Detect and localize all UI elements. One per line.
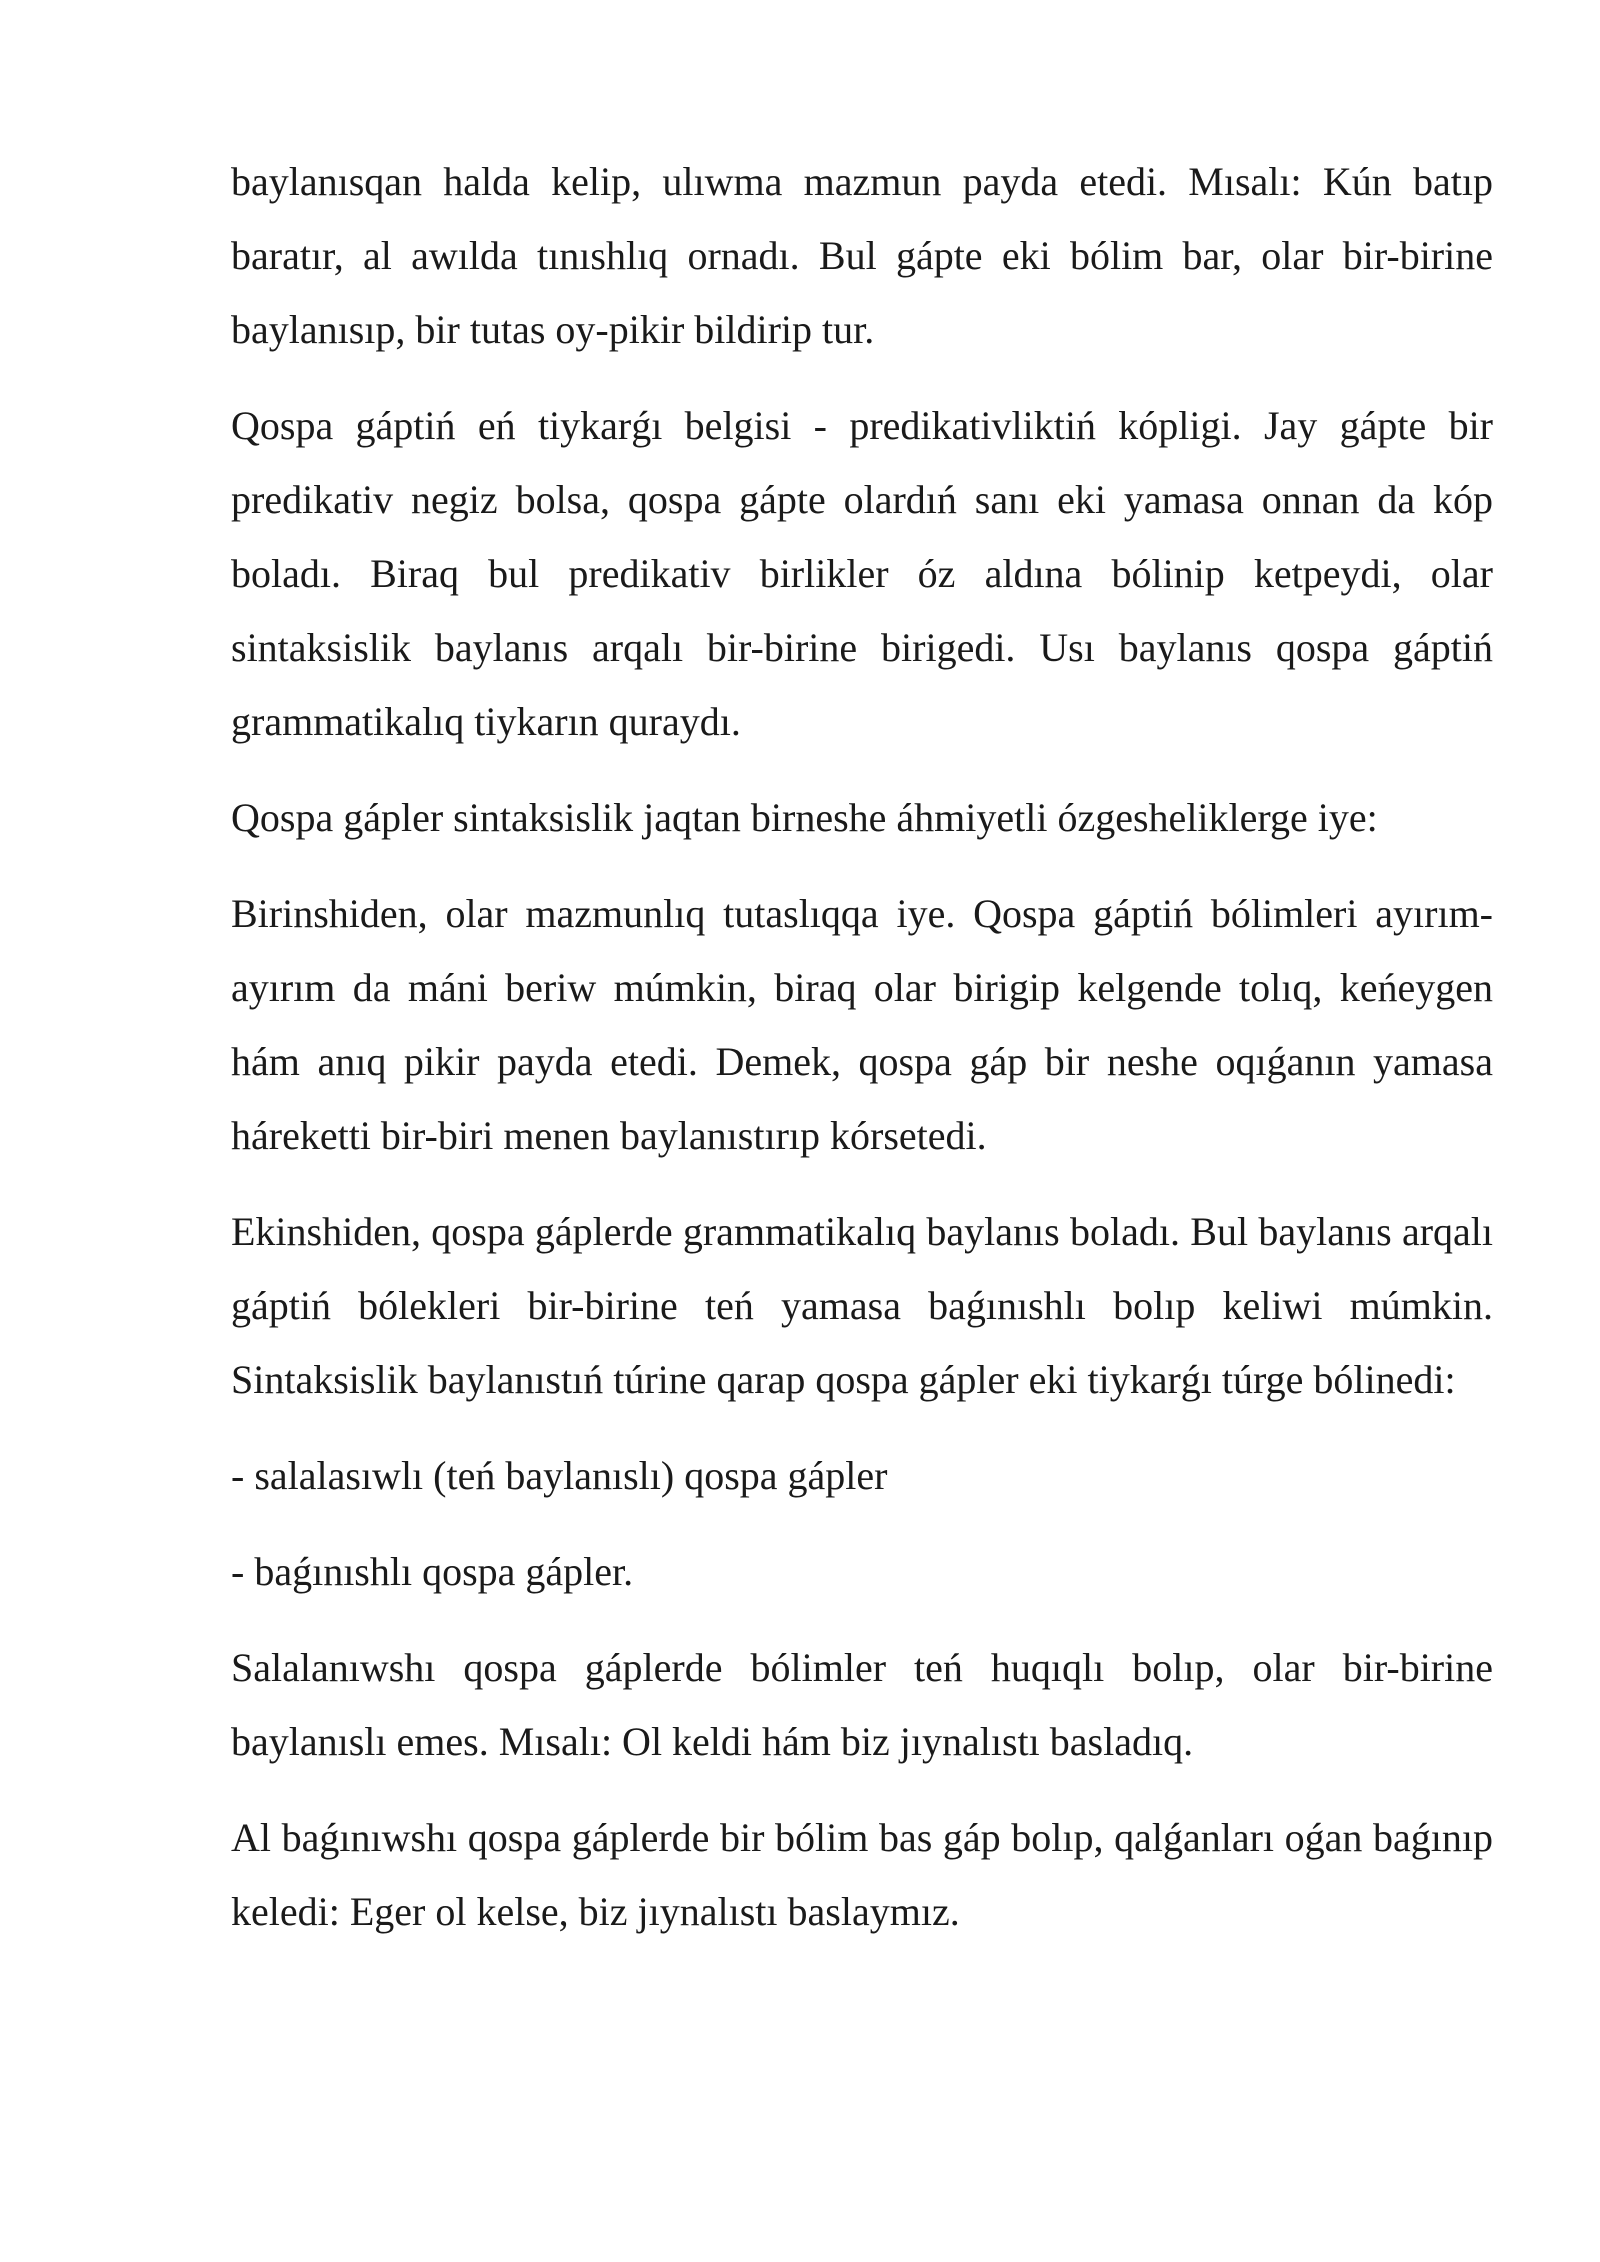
paragraph-5: Ekinshiden, qospa gáplerde grammatikalıq baylanıs boladı. Bul baylanıs arqalı gáptiń bólekleri bir-birine teń yamasa baǵınıshlı bolıp keliwi múmkin. Sintaksislik baylanıstıń túrine qarap qospa gápler eki tiykarǵı túrge bólinedi: [231,1209,1493,1402]
paragraph-3: Qospa gápler sintaksislik jaqtan birneshe áhmiyetli ózgesheliklerge iye: [231,795,1378,840]
document-body [231,145,1493,1971]
list-item-2: - baǵınıshlı qospa gápler. [231,1549,634,1594]
list-item-1: - salalasıwlı (teń baylanıslı) qospa gápler [231,1453,888,1498]
paragraph-1: baylanısqan halda kelip, ulıwma mazmun payda etedi. Mısalı: Kún batıp baratır, al awılda tınıshlıq ornadı. Bul gápte eki bólim bar, olar bir-birine baylanısıp, bir tutas oy-pikir bildirip tur. [231,159,1493,352]
paragraph-6: Salalanıwshı qospa gáplerde bólimler teń huqıqlı bolıp, olar bir-birine baylanıslı emes. Mısalı: Ol keldi hám biz jıynalıstı basladıq. [231,1645,1493,1764]
paragraph-7: Al baǵınıwshı qospa gáplerde bir bólim bas gáp bolıp, qalǵanları oǵan baǵınıp keledi: Eger ol kelse, biz jıynalıstı baslaymız. [231,1815,1493,1934]
paragraph-4: Birinshiden, olar mazmunlıq tutaslıqqa iye. Qospa gáptiń bólimleri ayırım-ayırım da máni beriw múmkin, biraq olar birigip kelgende tolıq, keńeygen hám anıq pikir payda etedi. Demek, qospa gáp bir neshe oqıǵanın yamasa háreketti bir-biri menen baylanıstırıp kórsetedi. [231,891,1493,1158]
paragraph-2: Qospa gáptiń eń tiykarǵı belgisi - predikativliktiń kópligi. Jay gápte bir predikativ negiz bolsa, qospa gápte olardıń sanı eki yamasa onnan da kóp boladı. Biraq bul predikativ birlikler óz aldına bólinip ketpeydi, olar sintaksislik baylanıs arqalı bir-birine birigedi. Usı baylanıs qospa gáptiń grammatikalıq tiykarın quraydı. [231,403,1493,744]
